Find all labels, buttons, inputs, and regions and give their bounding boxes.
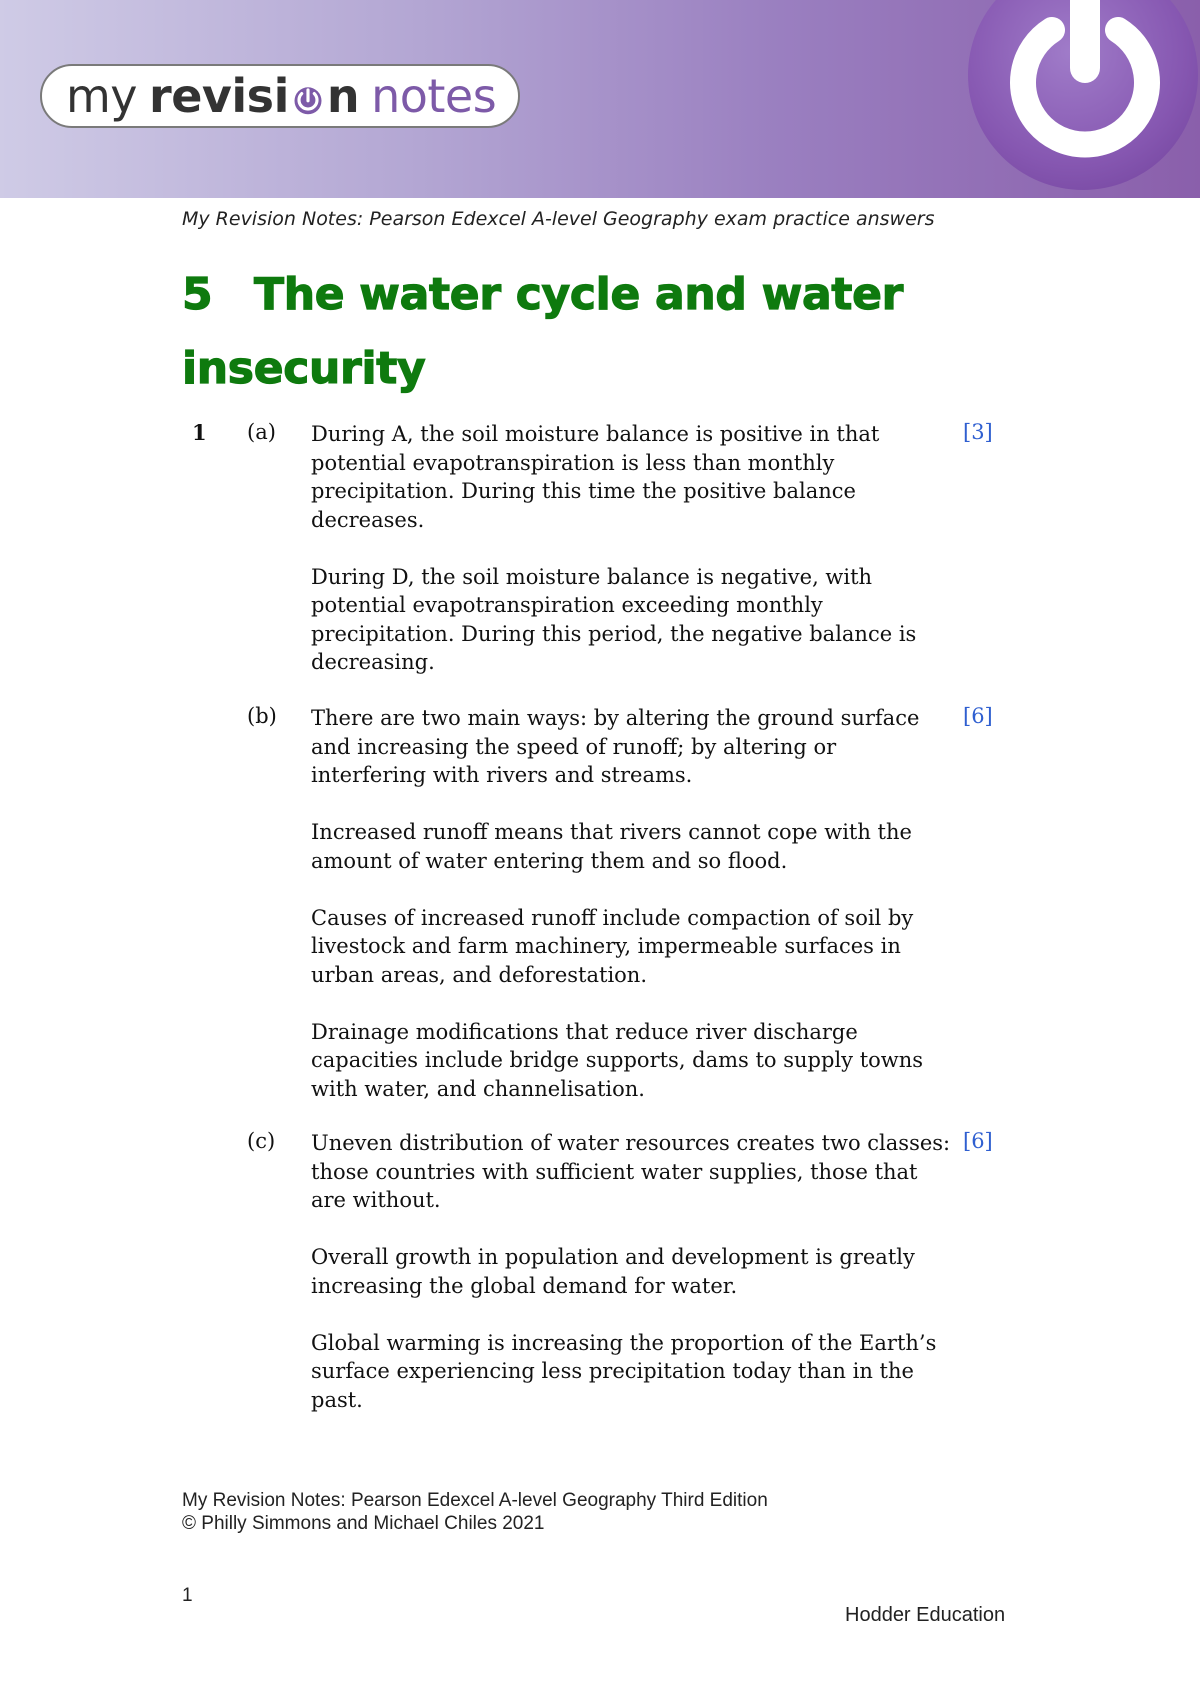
answer-paragraph: Causes of increased runoff include compaction of soil by livestock and farm machinery, impermeable surfaces in urban areas, and deforestation. [311,905,914,987]
answer-paragraph: Drainage modifications that reduce river discharge capacities include bridge supports, dams to supply towns with water, and channelisation. [311,1019,924,1101]
part-a-label: (a) [247,420,276,444]
document-subtitle: My Revision Notes: Pearson Edexcel A-level Geography exam practice answers [182,208,935,230]
part-c-answer [311,1129,951,1443]
chapter-title-text: The water cycle and water insecurity [182,269,904,394]
answer-paragraph: During D, the soil moisture balance is negative, with potential evapotranspiration exceeding monthly precipitation. During this period, the negative balance is decreasing. [311,564,917,674]
logo-power-o-icon [290,81,326,117]
power-icon [990,0,1180,170]
answer-paragraph: Uneven distribution of water resources creates two classes: those countries with sufficient water supplies, those that are without. [311,1131,951,1212]
logo-word-revision-start: revisi [149,69,289,123]
page-footer [182,1489,768,1535]
logo-word-revision-end: n [326,69,360,123]
page-number: 1 [182,1585,193,1606]
question-number: 1 [192,420,207,445]
part-a-answer [311,420,951,705]
answer-paragraph: There are two main ways: by altering the ground surface and increasing the speed of runoff; by altering or interfering with rivers and streams. [311,706,920,787]
publisher-name: Hodder Education [845,1604,1006,1626]
part-b-marks: [6] [963,704,993,728]
answer-paragraph: Global warming is increasing the proportion of the Earth’s surface experiencing less precipitation today than in the past. [311,1330,937,1412]
answer-paragraph: Overall growth in population and development is greatly increasing the global demand for water. [311,1245,915,1298]
answer-paragraph: During A, the soil moisture balance is positive in that potential evapotranspiration is less than monthly precipitation. During this time the positive balance decreases. [311,422,880,532]
chapter-number: 5 [182,269,213,320]
chapter-title [182,258,1042,406]
footer-book-title: My Revision Notes: Pearson Edexcel A-level Geography Third Edition [182,1490,768,1511]
logo-word-my: my [66,69,138,123]
logo-word-notes: notes [371,69,497,123]
part-c-marks: [6] [963,1129,993,1153]
answer-paragraph: Increased runoff means that rivers cannot cope with the amount of water entering them and so flood. [311,820,912,873]
logo-word-revision [149,69,359,123]
part-c-label: (c) [247,1129,276,1153]
part-a-marks: [3] [963,420,993,444]
header-banner [0,0,1200,198]
footer-copyright: © Philly Simmons and Michael Chiles 2021 [182,1513,545,1534]
part-b-label: (b) [247,704,277,728]
my-revision-notes-logo [40,64,520,128]
part-b-answer [311,704,951,1132]
